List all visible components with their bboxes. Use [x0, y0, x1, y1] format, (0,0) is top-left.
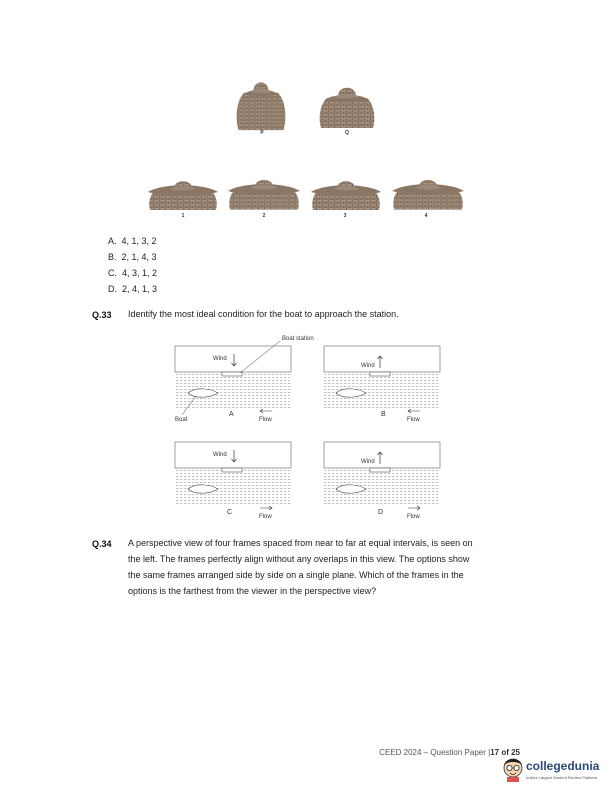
q34-text: A perspective view of four frames spaced from near to far at equal intervals, is seen on the left. The frames perfectly align without any overlaps in this view. The options show the same frames arranged side by side on a single plane. Which of the frames in the options is the farthest from the viewer in the perspective view?	[128, 538, 473, 596]
panel-letter-c: C	[227, 509, 233, 516]
boat-station-c	[222, 468, 242, 472]
q32-option-a[interactable]: A. 4, 1, 3, 2	[108, 236, 157, 246]
wind-label-d: Wind	[361, 459, 375, 465]
panel-letter-a: A	[229, 411, 234, 418]
flow-label-c: Flow	[259, 514, 272, 520]
basket-4-image	[392, 166, 464, 212]
basket-q-image	[314, 78, 380, 130]
basket-p-image	[230, 72, 292, 132]
flow-arrow-left-icon	[408, 409, 420, 413]
boat-label: Boat	[175, 417, 188, 423]
q32-option-c[interactable]: C. 4, 3, 1, 2	[108, 268, 158, 278]
flow-arrow-right-icon	[408, 506, 420, 510]
q32-option-b[interactable]: B. 2, 1, 4, 3	[108, 252, 157, 262]
basket-label-2: 2	[262, 213, 266, 219]
basket-label-p: P	[260, 130, 264, 136]
brand-tagline: India's Largest Student Review Platform	[526, 775, 598, 780]
flow-label-d: Flow	[407, 514, 420, 520]
basket-label-3: 3	[343, 213, 347, 219]
q33-boat-figure	[160, 328, 460, 528]
basket-label-4: 4	[424, 213, 428, 219]
q32-option-d[interactable]: D. 2, 4, 1, 3	[108, 284, 158, 294]
mascot-icon	[502, 756, 524, 782]
panel-b	[324, 346, 440, 423]
boat-station-b	[370, 372, 390, 376]
q33-number: Q.33	[92, 310, 112, 320]
basket-3-image	[310, 168, 382, 212]
wind-label-a: Wind	[213, 356, 227, 362]
panel-letter-d: D	[378, 509, 384, 516]
q33-text: Identify the most ideal condition for the boat to approach the station.	[128, 309, 399, 319]
q34-number: Q.34	[92, 539, 112, 549]
page-footer: CEED 2024 – Question Paper |17 of 25	[379, 748, 520, 757]
flow-arrow-right-icon	[260, 506, 272, 510]
panel-a	[175, 336, 314, 423]
flow-arrow-left-icon	[260, 409, 272, 413]
boat-station-label: Boat station	[282, 336, 314, 342]
panel-c	[175, 442, 291, 520]
panel-d	[324, 442, 440, 520]
basket-label-q: Q	[345, 130, 349, 136]
wind-label-b: Wind	[361, 363, 375, 369]
wind-label-c: Wind	[213, 452, 227, 458]
brand-name: collegedunia	[526, 759, 600, 773]
boat-station-a	[222, 372, 242, 376]
basket-1-image	[146, 168, 220, 212]
flow-label-b: Flow	[407, 417, 420, 423]
flow-label-a: Flow	[259, 417, 272, 423]
basket-2-image	[228, 166, 300, 212]
panel-letter-b: B	[381, 411, 386, 418]
boat-station-d	[370, 468, 390, 472]
basket-label-1: 1	[181, 213, 185, 219]
collegedunia-logo	[502, 756, 602, 786]
